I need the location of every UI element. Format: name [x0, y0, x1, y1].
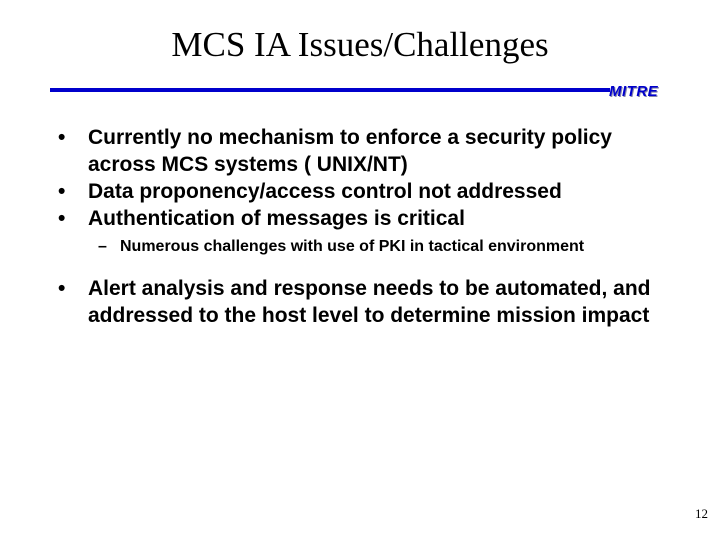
bullet-item: [58, 205, 658, 232]
bullet-text: Alert analysis and response needs to be automated, and addressed to the host level to determine mission impact: [88, 277, 651, 327]
bullet-text: Data proponency/access control not addressed: [88, 180, 562, 203]
bullet-text: Authentication of messages is critical: [88, 207, 465, 230]
slide-title: MCS IA Issues/Challenges: [171, 25, 549, 64]
mitre-logo: MITRE: [609, 83, 659, 100]
bullet-glyph: •: [58, 277, 66, 300]
sub-bullet-text: Numerous challenges with use of PKI in tactical environment: [120, 238, 585, 255]
bullet-glyph: •: [58, 126, 66, 149]
page-number: 12: [695, 506, 708, 521]
bullet-glyph: •: [58, 207, 66, 230]
bullet-list: [58, 124, 658, 329]
bullet-text: Currently no mechanism to enforce a security policy across MCS systems ( UNIX/NT): [88, 126, 612, 176]
bullet-item: [58, 124, 658, 178]
bullet-item: [58, 275, 658, 329]
title-divider: [50, 88, 610, 92]
sub-bullet-item: [98, 235, 600, 258]
bullet-item: [58, 178, 658, 205]
sub-bullet-glyph: –: [98, 238, 107, 255]
bullet-glyph: •: [58, 180, 66, 203]
